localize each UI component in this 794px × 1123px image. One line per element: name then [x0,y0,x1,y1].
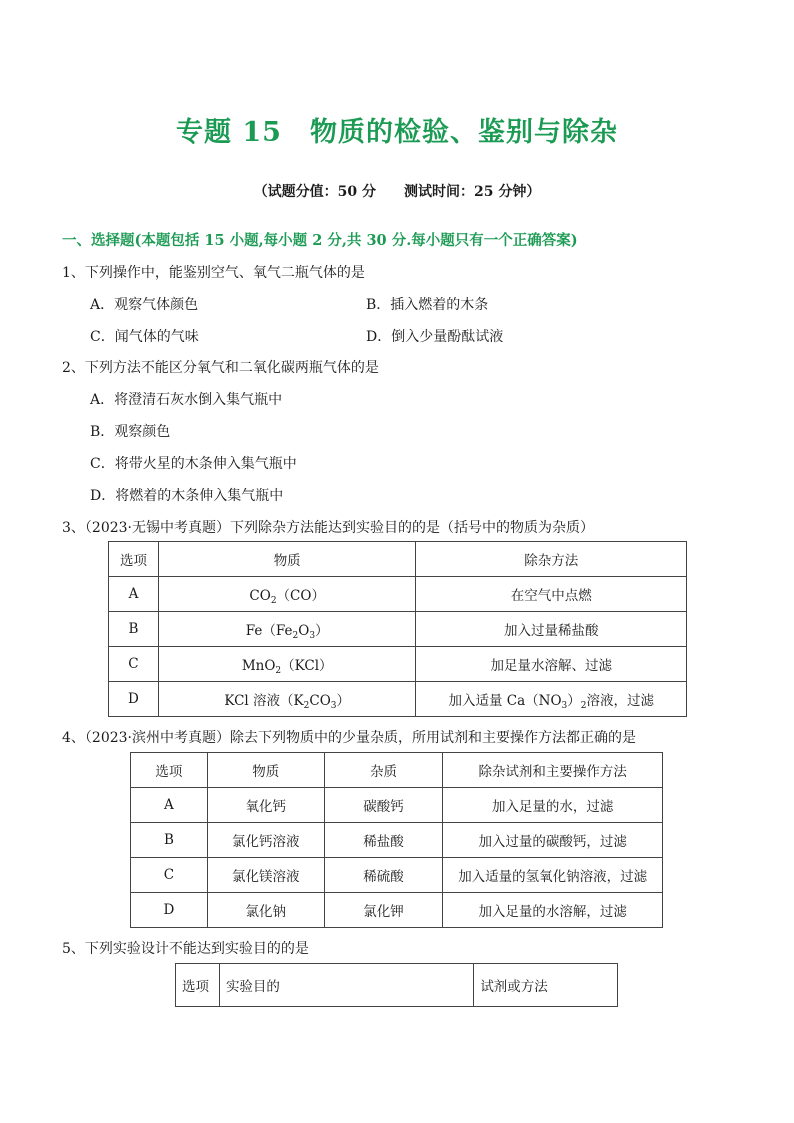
header-cell: 实验目的 [219,964,473,1007]
table-header-row [176,964,618,1007]
q2-option-c: C．将带火星的木条伸入集气瓶中 [90,456,297,472]
table-cell: 氯化镁溶液 [207,858,324,893]
header-cell: 物质 [158,542,416,577]
substance-cell: $Fe(Fe_2O_3)$ [158,612,416,647]
q2-option-d: D．将燃着的木条伸入集气瓶中 [90,488,284,504]
option-cell: A [109,577,159,612]
table-header-row [131,753,663,788]
q1-stem: 1、下列操作中，能鉴别空气、氧气二瓶气体的是 [62,265,365,281]
page-title: 专题 15 物质的检验、鉴别与除杂 [176,117,618,148]
table-cell: 氧化钙 [207,788,324,823]
table-cell: 氯化钾 [324,893,443,928]
table-row [131,823,663,858]
q3-table [108,541,687,717]
q2-stem: 2、下列方法不能区分氧气和二氧化碳两瓶气体的是 [62,360,379,376]
table-cell: 稀盐酸 [324,823,443,858]
method-cell: 加入适量 $Ca(NO_3)_2$溶液，过滤 [416,682,687,717]
table-cell: 氯化钙溶液 [207,823,324,858]
table-cell: B [131,823,208,858]
table-row [109,612,687,647]
table-row [109,647,687,682]
q3-stem: 3、（2023·无锡中考真题）下列除杂方法能达到实验目的的是（括号中的物质为杂质） [62,520,594,536]
table-cell: 加入适量的氢氧化钠溶液，过滤 [443,858,663,893]
q1-option-d: D．倒入少量酚酞试液 [366,329,504,345]
table-header-row [109,542,687,577]
method-cell: 加入过量稀盐酸 [416,612,687,647]
header-cell: 选项 [131,753,208,788]
substance-cell: MnO$_2$（KCl） [158,647,416,682]
header-cell: 选项 [109,542,159,577]
q4-table [130,752,663,928]
header-cell: 除杂试剂和主要操作方法 [443,753,663,788]
table-cell: 氯化钠 [207,893,324,928]
table-cell: C [131,858,208,893]
section-heading: 一、选择题(本题包括 15 小题,每小题 2 分,共 30 分.每小题只有一个正确答案) [62,232,578,249]
q1-option-a: A．观察气体颜色 [90,297,199,313]
header-cell: 选项 [176,964,220,1007]
table-row [109,577,687,612]
option-cell: D [109,682,159,717]
table-cell: 加入足量的水溶解，过滤 [443,893,663,928]
table-cell: A [131,788,208,823]
substance-cell: $CO_2(CO)$ [158,577,416,612]
table-row [131,893,663,928]
option-cell: C [109,647,159,682]
table-row [131,788,663,823]
substance-cell: KCl 溶液$(K_2CO_3)$ [158,682,416,717]
test-info: （试题分值：50 分 测试时间：25 分钟） [253,184,541,200]
method-cell: 在空气中点燃 [416,577,687,612]
table-cell: 加入足量的水，过滤 [443,788,663,823]
q5-stem: 5、下列实验设计不能达到实验目的的是 [62,941,309,957]
table-row [109,682,687,717]
table-cell: 稀硫酸 [324,858,443,893]
q1-option-b: B．插入燃着的木条 [366,297,489,313]
table-cell: 加入过量的碳酸钙，过滤 [443,823,663,858]
table-cell: D [131,893,208,928]
q4-stem: 4、（2023·滨州中考真题）除去下列物质中的少量杂质，所用试剂和主要操作方法都正确的是 [62,730,636,746]
q5-table [175,963,618,1007]
header-cell: 除杂方法 [416,542,687,577]
q1-option-c: C．闻气体的气味 [90,329,199,345]
header-cell: 物质 [207,753,324,788]
table-row [131,858,663,893]
header-cell: 试剂或方法 [474,964,618,1007]
q2-option-a: A．将澄清石灰水倒入集气瓶中 [90,392,283,408]
option-cell: B [109,612,159,647]
method-cell: 加足量水溶解、过滤 [416,647,687,682]
q2-option-b: B．观察颜色 [90,424,171,440]
header-cell: 杂质 [324,753,443,788]
table-cell: 碳酸钙 [324,788,443,823]
